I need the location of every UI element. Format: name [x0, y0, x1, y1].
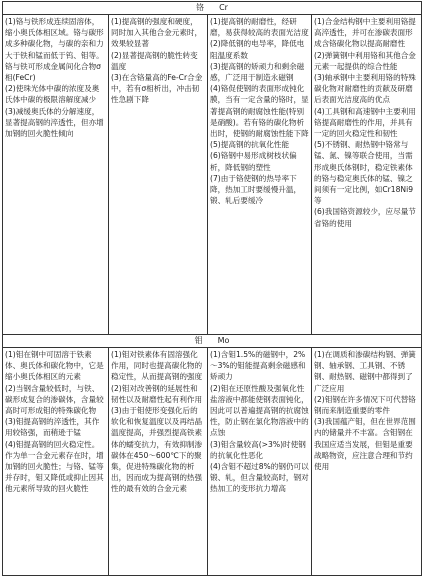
cell-cr-effect-on-structure: [3, 15, 109, 335]
element-name: 钼: [194, 336, 204, 345]
element-symbol: Mo: [217, 336, 230, 345]
paragraph: (4)铬促使钢的表面形成钝化膜，当有一定含量的铬时，显著提高钢的耐腐蚀性能(特别是硝酸)。若有铬的碳化物析出时，使钢的耐腐蚀性能下降: [210, 84, 309, 139]
paragraph: (3)由于钼使形变强化后的软化和恢复温度以及再结晶温度提高，并强烈提高铁素体的蠕变抗力，有效抑制渗碳体在450～600℃下的聚集，促进特殊碳化物的析出，因而成为提高钢的热强性的最有效的合金元素: [111, 406, 203, 494]
paragraph: (3)钼含量较高(>3%)时使钢的抗氧化性恶化: [210, 439, 306, 460]
element-symbol: Cr: [219, 3, 228, 12]
paragraph: (1)钼在钢中可固溶于铁素体、奥氏体和碳化物中，它是缩小奥氏体相区的元素: [5, 350, 104, 382]
paragraph: (3)在含铬量高的Fe-Cr合金中，若有σ相析出，冲击韧性急剧下降: [111, 73, 203, 105]
cell-cr-physical-chemical: [208, 15, 312, 335]
paragraph: (2)当钢含量较低时，与铁、碳形成复合的渗碳体，含量较高时可形成钼的特殊碳化物: [5, 383, 104, 416]
paragraph: (3)我国蕴产钼，但在世界范围内的储量并不丰富。含钼钢在我国应适当发展，但钼是重要战略物资，应注意合理和节约使用: [314, 417, 416, 472]
paragraph: (2)使珠光体中碳的浓度及奥氏体中碳的极限溶解度减少: [5, 84, 100, 105]
cell-cr-mechanical-properties: [109, 15, 208, 335]
paragraph: (2)钼在还原性酸及强氧化性盐溶液中都能使钢表面钝化，因此可以普遍提高钢的抗腐蚀性，防止钢在氯化物溶液中的点蚀: [210, 383, 309, 438]
paragraph: (1)铬与铁形成连续固溶体，缩小奥氏体相区域。铬与碳形成多种碳化物，与碳的亲和力大于铁和锰而低于钨、钼等。铬与铁可形成金属间化合物σ相(FeCr): [5, 17, 104, 83]
paragraph: (1)合金结构钢中主要利用铬提高淬透性，并可在渗碳表面形成含铬碳化物以提高耐磨性: [314, 17, 416, 49]
paragraph: (3)减缓奥氏体的分解速度，显著提高钢的淬透性，但亦增加钢的回火脆性倾向: [5, 106, 104, 139]
paragraph: (6)我国铬资源较少，应尽量节省铬的使用: [314, 207, 416, 228]
paragraph: (1)钼对铁素体有固溶强化作用，同时也提高碳化物的稳定性，从而提高钢的强度: [111, 350, 203, 382]
element-name: 铬: [196, 3, 206, 12]
cell-cr-applications: [312, 15, 422, 335]
paragraph: (1)在调质和渗碳结构钢、弹簧钢、轴承钢、工具钢、不锈钢、耐热钢、磁钢中都得到了广泛应用: [314, 350, 416, 393]
paragraph: (3)钼提高钢的淬透性，其作用较铬强，而稍逊于锰: [5, 417, 100, 438]
paragraph: (5)提高钢的抗氧化性能: [210, 140, 290, 150]
content-row-mo: [3, 348, 422, 576]
section-header-mo: [3, 335, 422, 348]
paragraph: (1)含钼1.5%的磁钢中，2%～3%的钼能提高剩余磁感和矫顽力: [210, 350, 306, 382]
alloy-element-table: [2, 1, 422, 576]
paragraph: (3)提高钢的矫顽力和剩余磁感，广泛用于制造永磁钢: [210, 61, 305, 83]
paragraph: (2)弹簧钢中利用铬和其他合金元素一起提供的综合性能: [314, 50, 416, 71]
paragraph: (5)不锈钢、耐热钢中铬常与锰、氮、镍等联合使用，当需形成奥氏体钢时，稳定铁素体的铬与稳定奥氏体的锰、镍之间须有一定比例，如Cr18Ni9等: [314, 140, 414, 206]
section-header-cr: [3, 2, 422, 15]
paragraph: (4)工具钢和高速钢中主要利用铬提高耐磨性的作用，并具有一定的回火稳定性和韧性: [314, 106, 416, 139]
paragraph: (2)降低钢的电导率，降低电阻温度系数: [210, 39, 305, 60]
section-header-row: [3, 335, 422, 348]
cell-mo-physical-chemical: [208, 348, 312, 576]
paragraph: (4)钼提高钢的回火稳定性。作为单一合金元素存在时，增加钢的回火脆性；与铬、锰等并存时，钼又降低或抑止因其他元素所导致的回火脆性: [5, 439, 104, 494]
paragraph: (2)钼对改善钢的延展性和韧性以及耐磨性起有利作用: [111, 383, 203, 404]
paragraph: (4)含钼不超过8%的钢仍可以锻、轧，但含量较高时，钢对热加工的变形抗力增高: [210, 462, 309, 494]
paragraph: (7)由于铬使钢的热导率下降，热加工时要缓慢升温，锻、轧后要缓冷: [210, 173, 302, 206]
paragraph: (2)钼钢在许多情况下可代替铬钢而来制造重要的零件: [314, 394, 416, 416]
paragraph: (2)显著提高钢的脆性转变温度: [111, 50, 198, 71]
cell-mo-effect-on-structure: [3, 348, 109, 576]
cell-mo-applications: [312, 348, 422, 576]
section-header-row: [3, 2, 422, 15]
content-row-cr: [3, 15, 422, 335]
paragraph: (6)铬钢中易形成树枝状偏析，降低钢的塑性: [210, 151, 297, 172]
paragraph: (3)轴承钢中主要利用铬的特殊碳化物对耐磨性的贡献及研磨后表面光洁度高的优点: [314, 73, 416, 105]
paragraph: (1)提高钢的强度和硬度，同时加入其他合金元素时，效果较显著: [111, 17, 203, 49]
cell-mo-mechanical-properties: [109, 348, 208, 576]
paragraph: (1)提高钢的耐磨性，经研磨，易获得较高的表面光洁度: [210, 17, 309, 38]
